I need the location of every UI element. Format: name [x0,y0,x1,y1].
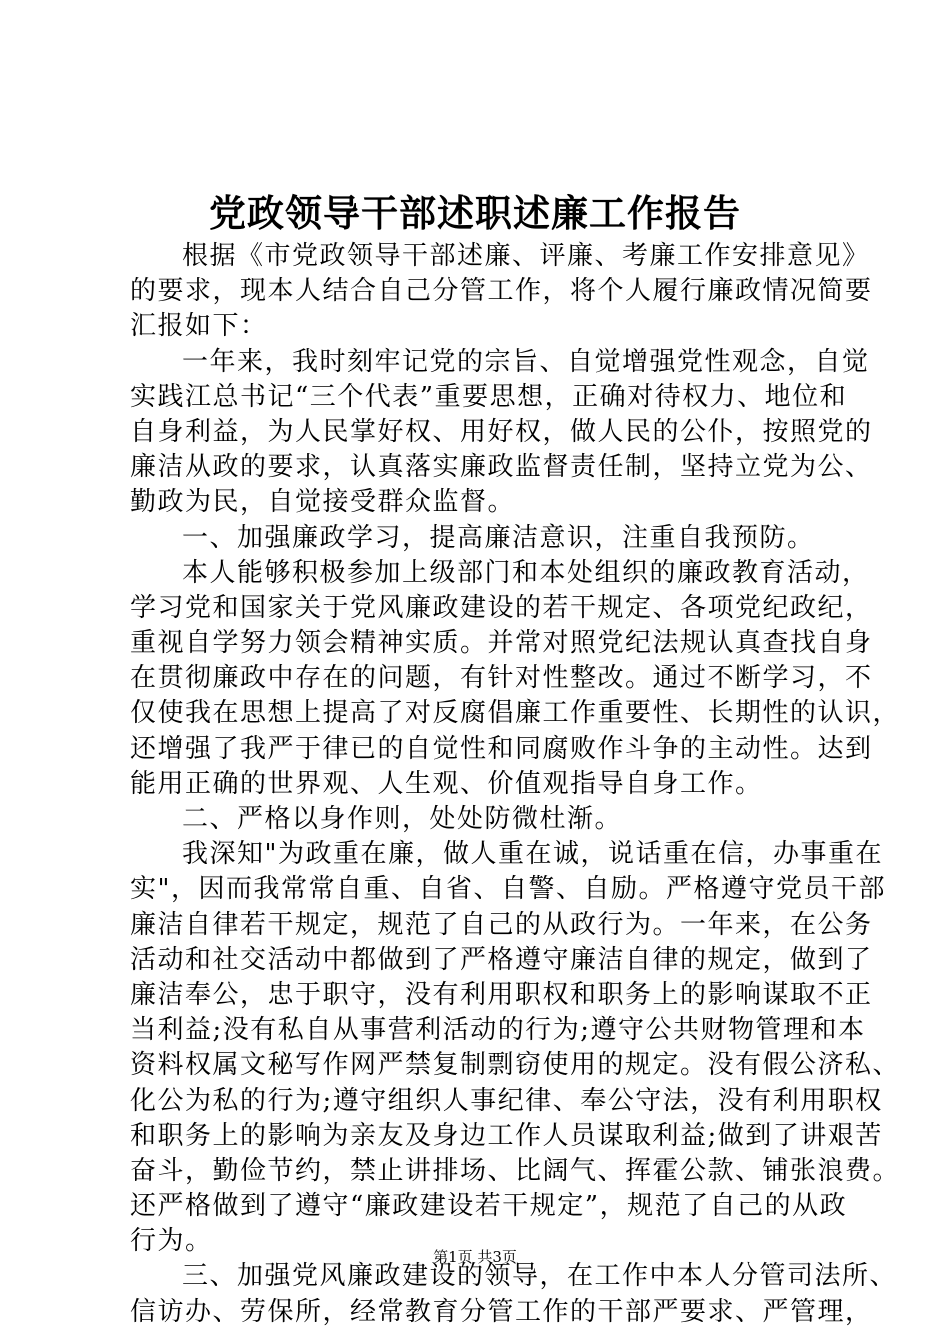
text-line: 本人能够积极参加上级部门和本处组织的廉政教育活动， [182,557,870,588]
text-line: 行为。 [130,1226,213,1257]
text-line: 仅使我在思想上提高了对反腐倡廉工作重要性、长期性的认识， [130,698,901,729]
text-line: 信访办、劳保所，经常教育分管工作的干部严要求、严管理， [130,1296,873,1327]
text-line: 汇报如下： [130,311,268,342]
text-line: 实践江总书记“三个代表”重要思想，正确对待权力、地位和 [130,381,848,412]
text-line: 奋斗，勤俭节约，禁止讲排场、比阔气、挥霍公款、铺张浪费。 [130,1155,901,1186]
text-line: 重视自学努力领会精神实质。并常对照党纪法规认真查找自身 [130,628,873,659]
text-line: 能用正确的世界观、人生观、价值观指导自身工作。 [130,768,763,799]
text-line: 根据《市党政领导干部述廉、评廉、考廉工作安排意见》 [182,241,870,271]
text-line: 二、严格以身作则，处处防微杜渐。 [182,804,623,834]
text-line: 的要求，现本人结合自己分管工作，将个人履行廉政情况简要 [130,276,873,307]
text-line: 当利益;没有私自从事营利活动的行为;遵守公共财物管理和本 [130,1015,866,1046]
text-line: 在贯彻廉政中存在的问题，有针对性整改。通过不断学习，不 [130,663,873,694]
text-line: 化公为私的行为;遵守组织人事纪律、奉公守法，没有利用职权 [130,1085,883,1116]
text-line: 一年来，我时刻牢记党的宗旨、自觉增强党性观念，自觉 [182,346,870,377]
text-line: 自身利益，为人民掌好权、用好权，做人民的公仆，按照党的 [130,416,873,447]
text-line: 一、加强廉政学习，提高廉洁意识，注重自我预防。 [182,522,815,553]
text-line: 勤政为民，自觉接受群众监督。 [130,487,516,518]
text-line: 资料权属文秘写作网严禁复制剽窃使用的规定。没有假公济私、 [130,1050,901,1081]
page-indicator: 第1页 共3页 [433,1248,517,1266]
text-line: 和职务上的影响为亲友及身边工作人员谋取利益;做到了讲艰苦 [130,1120,883,1151]
document-title: 党政领导干部述职述廉工作报告 [209,191,741,235]
text-line: 实"，因而我常常自重、自省、自警、自励。严格遵守党员干部 [130,874,886,905]
document-body [130,239,901,1330]
text-line: 活动和社交活动中都做到了严格遵守廉洁自律的规定，做到了 [130,944,873,975]
text-line: 还严格做到了遵守“廉政建设若干规定”，规范了自己的从政 [130,1191,848,1222]
text-line: 三、加强党风廉政建设的领导，在工作中本人分管司法所、 [182,1261,898,1292]
text-line: 廉洁奉公，忠于职守，没有利用职权和职务上的影响谋取不正 [130,979,873,1010]
text-line: 我深知"为政重在廉，做人重在诚，说话重在信，办事重在 [182,839,883,870]
text-line: 廉洁从政的要求，认真落实廉政监督责任制，坚持立党为公、 [130,452,873,483]
text-line: 学习党和国家关于党风廉政建设的若干规定、各项党纪政纪， [130,592,873,623]
text-line: 还增强了我严于律已的自觉性和同腐败作斗争的主动性。达到 [130,733,873,764]
text-line: 廉洁自律若干规定，规范了自己的从政行为。一年来，在公务 [130,909,873,940]
